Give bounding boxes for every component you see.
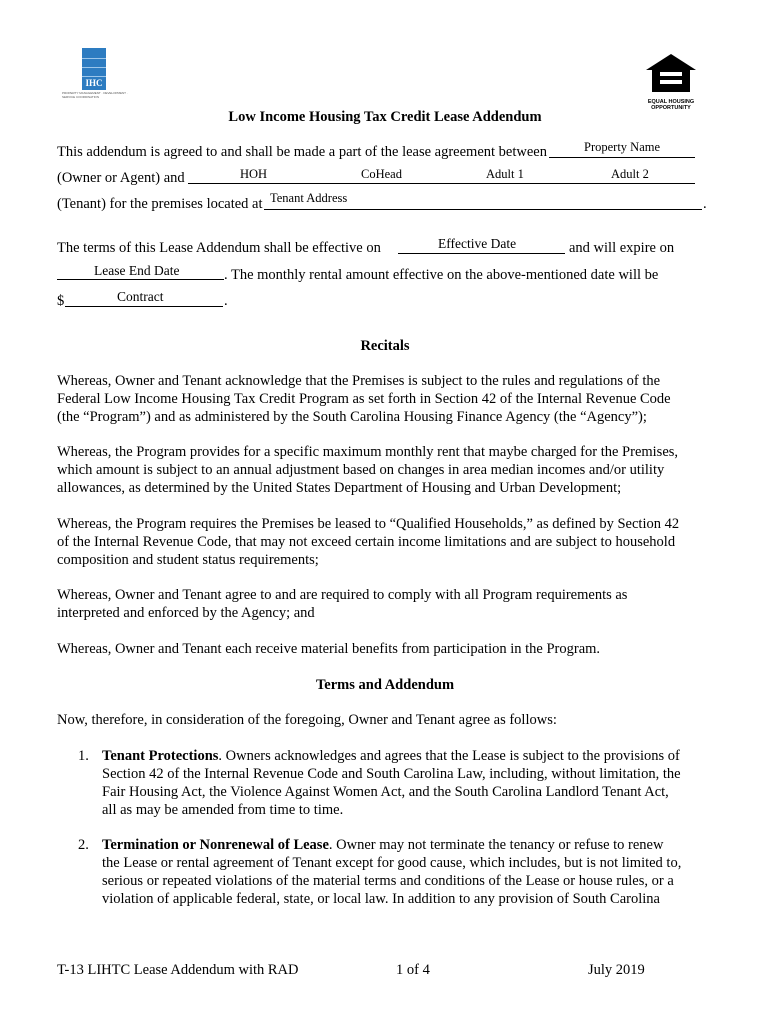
effective-on-text: The terms of this Lease Addendum shall be effective on (57, 240, 381, 256)
row6-period: . (224, 293, 228, 309)
recital-5-line-1: Whereas, Owner and Tenant each receive material benefits from participation in the Program. (57, 641, 601, 657)
effective-date-field[interactable]: Effective Date (438, 236, 517, 251)
term-1-line-3: Fair Housing Act, the Violence Against Women Act, and the South Carolina Landlord Tenant Act, (102, 784, 669, 800)
term-1-number: 1. (78, 748, 89, 764)
logo-mark (82, 48, 106, 90)
recital-paragraph-4 (57, 586, 717, 622)
recital-3-line-1: Whereas, the Program requires the Premises be leased to “Qualified Households,” as defined by Section 42 (57, 516, 680, 532)
eho-line-2: OPPORTUNITY (651, 105, 691, 111)
contract-field-line[interactable] (65, 306, 223, 307)
agreement-between-text: This addendum is agreed to and shall be made a part of the lease agreement between (57, 144, 547, 160)
adult1-field[interactable]: Adult 1 (486, 167, 524, 181)
contract-field[interactable]: Contract (117, 289, 164, 304)
equal-housing-logo (643, 52, 699, 111)
recital-4-line-2: interpreted and enforced by the Agency; and (57, 605, 315, 621)
property-name-field[interactable]: Property Name (584, 140, 661, 154)
premises-located-text: (Tenant) for the premises located at (57, 196, 263, 212)
recital-3-line-2: of the Internal Revenue Code, that may not exceed certain income limitations and are subject to household (57, 534, 676, 550)
tenant-address-field[interactable]: Tenant Address (270, 191, 348, 205)
recital-paragraph-5 (57, 640, 717, 658)
recital-1-line-2: Federal Low Income Housing Tax Credit Program as set forth in Section 42 of the Internal Revenue Code (57, 391, 671, 407)
house-icon (643, 52, 699, 94)
term-2-first: . Owner may not terminate the tenancy or refuse to renew (328, 837, 664, 853)
recital-2-line-1: Whereas, the Program provides for a specific maximum monthly rent that maybe charged for the Premises, (57, 444, 679, 460)
term-1-line-4: all as may be amended from time to time. (102, 802, 344, 818)
adult2-field[interactable]: Adult 2 (611, 167, 649, 181)
recital-4-line-1: Whereas, Owner and Tenant agree to and are required to comply with all Program requirements as (57, 587, 628, 603)
footer-date: July 2019 (588, 962, 645, 978)
eho-line-1: EQUAL HOUSING (647, 99, 695, 105)
logo-letters: IHC (85, 78, 103, 88)
recital-paragraph-1 (57, 372, 717, 426)
owner-agent-text: (Owner or Agent) and (57, 170, 185, 186)
term-1-title: Tenant Protections (102, 748, 219, 764)
terms-heading: Terms and Addendum (315, 677, 455, 693)
cohead-field[interactable]: CoHead (361, 167, 402, 181)
page-title: Low Income Housing Tax Credit Lease Addendum (228, 109, 542, 125)
term-1-line-2: Section 42 of the Internal Revenue Code and South Carolina Law, including, without limitation, the (102, 766, 681, 782)
lease-end-date-field[interactable]: Lease End Date (94, 263, 180, 278)
term-2-number: 2. (78, 837, 89, 853)
dollar-sign: $ (57, 293, 65, 309)
property-name-field-line[interactable] (549, 157, 695, 158)
recital-2-line-2: which amount is subject to an annual adjustment based on changes in area median incomes and/or utility (57, 462, 665, 478)
tenant-address-field-line[interactable] (264, 209, 702, 210)
footer-page-number: 1 of 4 (396, 962, 430, 978)
effective-date-field-line[interactable] (398, 253, 565, 254)
logo-subtitle: PROPERTY MANAGEMENT · DEVELOPMENT · SERVICE COORDINATION (62, 91, 128, 99)
term-2-line-4: violation of applicable federal, state, or local law. In addition to any provision of South Carolina (102, 891, 660, 907)
company-logo (62, 48, 132, 104)
term-2-line-2: the Lease or rental agreement of Tenant except for good cause, which includes, but is not limited to, (102, 855, 682, 871)
recital-paragraph-3 (57, 515, 717, 569)
recital-paragraph-2 (57, 443, 717, 497)
tenant-names-field-line[interactable] (188, 183, 695, 184)
recitals-heading: Recitals (360, 338, 410, 354)
will-expire-text: and will expire on (569, 240, 675, 256)
recital-2-line-3: allowances, as determined by the United States Department of Housing and Urban Development; (57, 480, 622, 496)
recital-3-line-3: composition and student status requirements; (57, 552, 319, 568)
monthly-rental-text: . The monthly rental amount effective on the above-mentioned date will be (224, 267, 659, 283)
lease-end-date-field-line[interactable] (57, 279, 224, 280)
term-2-title: Termination or Nonrenewal of Lease (102, 837, 329, 853)
footer-form-id: T-13 LIHTC Lease Addendum with RAD (57, 962, 299, 978)
recital-1-line-1: Whereas, Owner and Tenant acknowledge that the Premises is subject to the rules and regulations of the (57, 373, 661, 389)
recital-1-line-3: (the “Program”) and as administered by the South Carolina Housing Finance Agency (the “Agency”); (57, 409, 647, 425)
term-1-first: . Owners acknowledges and agrees that the Lease is subject to the provisions of (218, 748, 680, 764)
terms-intro: Now, therefore, in consideration of the foregoing, Owner and Tenant agree as follows: (57, 712, 557, 728)
term-2-line-3: serious or repeated violations of the material terms and conditions of the Lease or house rules, or a (102, 873, 674, 889)
row3-period: . (703, 196, 707, 212)
hoh-field[interactable]: HOH (240, 167, 268, 181)
